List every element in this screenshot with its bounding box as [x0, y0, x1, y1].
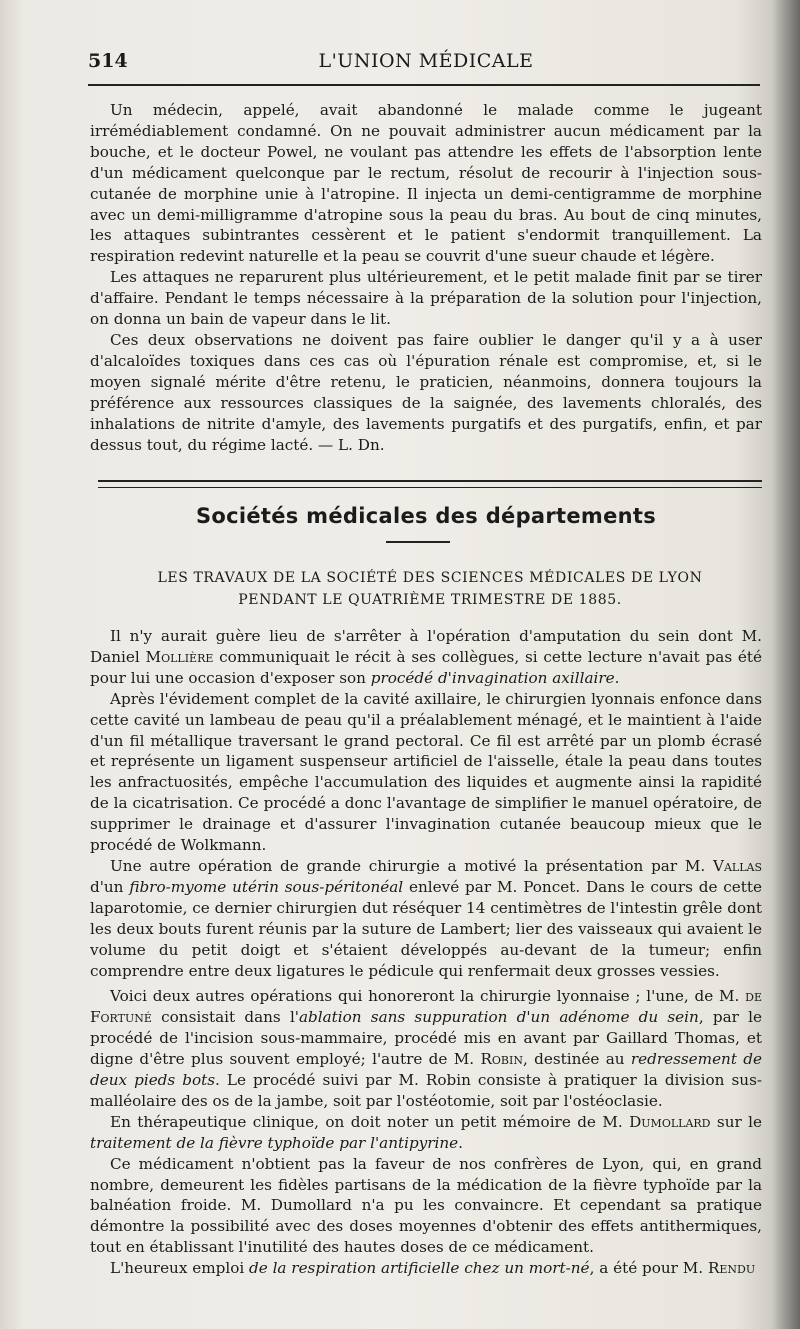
paragraph: Il n'y aurait guère lieu de s'arrêter à l'opération d'amputation du sein dont M. Daniel Mollière communiquait le récit à ses collègues, si cette lecture n'avait pas été pour lui une occasion d'exposer son procédé d'invagination axillaire.: [90, 627, 763, 687]
paragraph: Les attaques ne reparurent plus ultérieurement, et le petit malade finit par se tirer d'affaire. Pendant le temps nécessaire à la préparation de la solution pour l'injection, on donna un bain de vapeur dans le lit.: [90, 268, 762, 329]
paragraph: Un médecin, appelé, avait abandonné le malade comme le jugeant irrémédiablement condamné. On ne pouvait administrer aucun médicament par la bouche, et le docteur Powel, ne voulant pas attendre les effets de l'absorption lente d'un médicament quelconque par le rectum, résolut de recourir à l'injection sous-cutanée de morphine unie à l'atropine. Il injecta un demi-centigramme de morphine avec un demi-milligramme d'atropine sous la peau du bras. Au bout de cinq minutes, les attaques subintrantes cessèrent et le patient s'endormit tranquillement. La respiration redevint naturelle et la peau se couvrit d'une sueur chaude et légère.: [90, 101, 762, 266]
subheading-line-2: PENDANT LE QUATRIÈME TRIMESTRE DE 1885.: [238, 592, 622, 608]
paragraph: Ces deux observations ne doivent pas faire oublier le danger qu'il y a à user d'alcaloïdes toxiques dans ces cas où l'épuration rénale est compromise, et, si le moyen signalé mérite d'être retenu, le praticien, néanmoins, donnera toujours la préférence aux ressources classiques de la saignée, des lavements chloralés, des inhalations de nitrite d'amyle, des lavements purgatifs et des purgatifs, enfin, et par dessus tout, du régime lacté. — L. Dn.: [90, 330, 762, 454]
author-name: de Fortuné: [90, 987, 762, 1027]
first-article: [90, 100, 762, 455]
page-spine-shadow: [772, 0, 800, 1329]
paragraph: Une autre opération de grande chirurgie a motivé la présentation par M. Vallas d'un fibro-myome utérin sous-péritonéal enlevé par M. Poncet. Dans le cours de cette laparotomie, ce dernier chirurgien dut réséquer 14 centimètres de l'intestin grêle dont les deux bouts furent réunis par la suture de Lambert; lier des vaisseaux qui avaient le volume du petit doigt et s'étaient développés au-devant de la tumeur; enfin comprendre entre deux ligatures le pédicule qui renfermait deux grosses vessies.: [90, 856, 762, 980]
paragraph: En thérapeutique clinique, on doit noter un petit mémoire de M. Dumollard sur le traitement de la fièvre typhoïde par l'antipyrine.: [90, 1112, 762, 1152]
paragraph: L'heureux emploi de la respiration artificielle chez un mort-né, a été pour M. Rendu: [110, 1259, 756, 1278]
page-header: [88, 48, 764, 78]
second-article: [90, 626, 762, 1279]
section-title: Sociétés médicales des départements: [195, 504, 657, 528]
paragraph: Après l'évidement complet de la cavité axillaire, le chirurgien lyonnais enfonce dans cette cavité un lambeau de peau qu'il a préalablement ménagé, et le maintient à l'aide d'un fil métallique traversant le grand pectoral. Ce fil est arrêté par un plomb écrasé et représente un ligament suspenseur artificiel de l'aisselle, étale la peau dans toutes les anfractuosités, empêche l'accumulation des liquides et augmente ainsi la rapidité de la cicatrisation. Ce procédé a donc l'avantage de simplifier le manuel opératoire, de supprimer le drainage et d'assurer l'invagination cutanée beaucoup mieux que le procédé de Wolkmann.: [90, 689, 762, 855]
author-name: Robin: [480, 1050, 523, 1069]
paragraph: Voici deux autres opérations qui honoreront la chirurgie lyonnaise ; l'une, de M. de Fortuné consistait dans l'ablation sans suppuration d'un adénome du sein, par le procédé de l'incision sous-mammaire, procédé mis en avant par Gaillard Thomas, et digne d'être plus souvent employé; l'autre de M. Robin, destinée au redressement de deux pieds bots. Le procédé suivi par M. Robin consiste à pratiquer la division sus-malléolaire des os de la jambe, soit par l'ostéotomie, soit par l'ostéoclasie.: [90, 987, 762, 1110]
header-rule: [88, 84, 760, 86]
author-name: Vallas: [712, 856, 762, 875]
title-underline: [386, 541, 450, 543]
author-name: Dumollard: [629, 1112, 711, 1131]
author-name: Mollière: [145, 647, 214, 666]
author-name: Rendu: [707, 1259, 756, 1278]
section-divider: [98, 480, 762, 488]
page-number: 514: [88, 50, 128, 72]
subheading-line-1: LES TRAVAUX DE LA SOCIÉTÉ DES SCIENCES MÉDICALES DE LYON: [157, 570, 703, 586]
running-title: L'UNION MÉDICALE: [318, 50, 534, 72]
paragraph: Ce médicament n'obtient pas la faveur de nos confrères de Lyon, qui, en grand nombre, demeurent les fidèles partisans de la médication de la fièvre typhoïde par la balnéation froide. M. Dumollard n'a pu les convaincre. Et cependant sa pratique démontre la possibilité avec des doses moyennes d'obtenir des effets antithermiques, tout en établissant l'inutilité des hautes doses de ce médicament.: [90, 1154, 762, 1257]
